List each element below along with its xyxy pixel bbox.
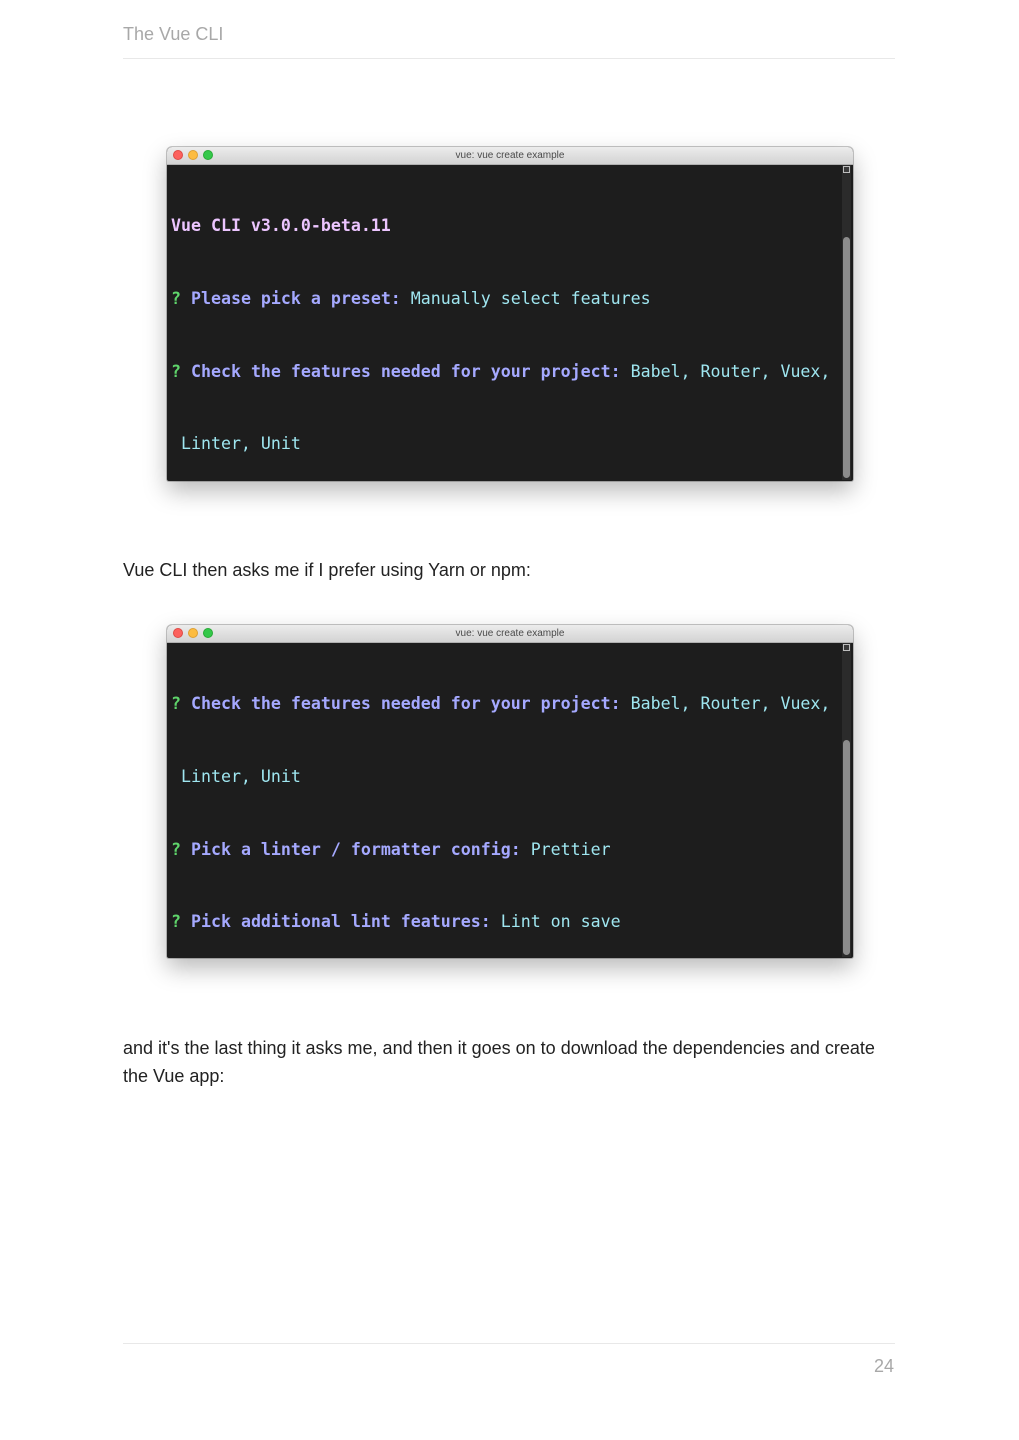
- terminal-window-2: [167, 625, 853, 958]
- terminal-line: [171, 360, 839, 384]
- answer-text: Babel, Router, Vuex,: [630, 361, 831, 381]
- cli-version: Vue CLI v3.0.0-beta.11: [171, 216, 391, 236]
- terminal-line: [171, 692, 839, 716]
- footer-divider: [123, 1343, 895, 1344]
- scroll-thumb[interactable]: [843, 740, 850, 955]
- answer-text: Lint on save: [500, 912, 621, 932]
- scroll-box-icon: [843, 166, 850, 173]
- scrollbar[interactable]: [842, 165, 851, 480]
- window-title: vue: vue create example: [455, 150, 565, 161]
- terminal-line: [171, 214, 839, 238]
- prompt-text: Check the features needed for your project:: [191, 361, 621, 381]
- header-divider: [123, 58, 895, 59]
- running-header: The Vue CLI: [123, 24, 224, 44]
- terminal-output: [171, 643, 839, 958]
- answer-text: Linter, Unit: [171, 434, 301, 454]
- prompt-text: Check the features needed for your project:: [191, 694, 621, 714]
- scroll-thumb[interactable]: [843, 237, 850, 478]
- terminal-line: [171, 765, 839, 789]
- question-mark: ?: [171, 912, 181, 932]
- answer-text: Manually select features: [410, 289, 651, 308]
- title-bar: [167, 625, 853, 643]
- prompt-text: Please pick a preset:: [191, 289, 401, 308]
- window-title: vue: vue create example: [455, 628, 565, 639]
- paragraph: and it's the last thing it asks me, and then it goes on to download the dependencies and create the Vue app:: [123, 1038, 875, 1086]
- title-bar: [167, 147, 853, 165]
- terminal-line: [171, 838, 839, 862]
- question-mark: ?: [171, 694, 181, 714]
- answer-text: Babel, Router, Vuex,: [630, 694, 831, 714]
- answer-text: Prettier: [530, 839, 611, 859]
- prompt-text: Pick additional lint features:: [191, 912, 491, 932]
- terminal-window-1: [167, 147, 853, 481]
- terminal-line: [171, 432, 839, 456]
- scroll-box-icon: [843, 644, 850, 651]
- question-mark: ?: [171, 839, 181, 859]
- paragraph: Vue CLI then asks me if I prefer using Yarn or npm:: [123, 560, 531, 580]
- terminal-output: [171, 165, 839, 481]
- terminal-line: [171, 910, 839, 934]
- question-mark: ?: [171, 289, 181, 308]
- scrollbar[interactable]: [842, 643, 851, 957]
- prompt-text: Pick a linter / formatter config:: [191, 839, 521, 859]
- terminal-line: [171, 287, 839, 311]
- answer-text: Linter, Unit: [171, 767, 301, 786]
- question-mark: ?: [171, 361, 181, 381]
- page-number: 24: [873, 1356, 894, 1376]
